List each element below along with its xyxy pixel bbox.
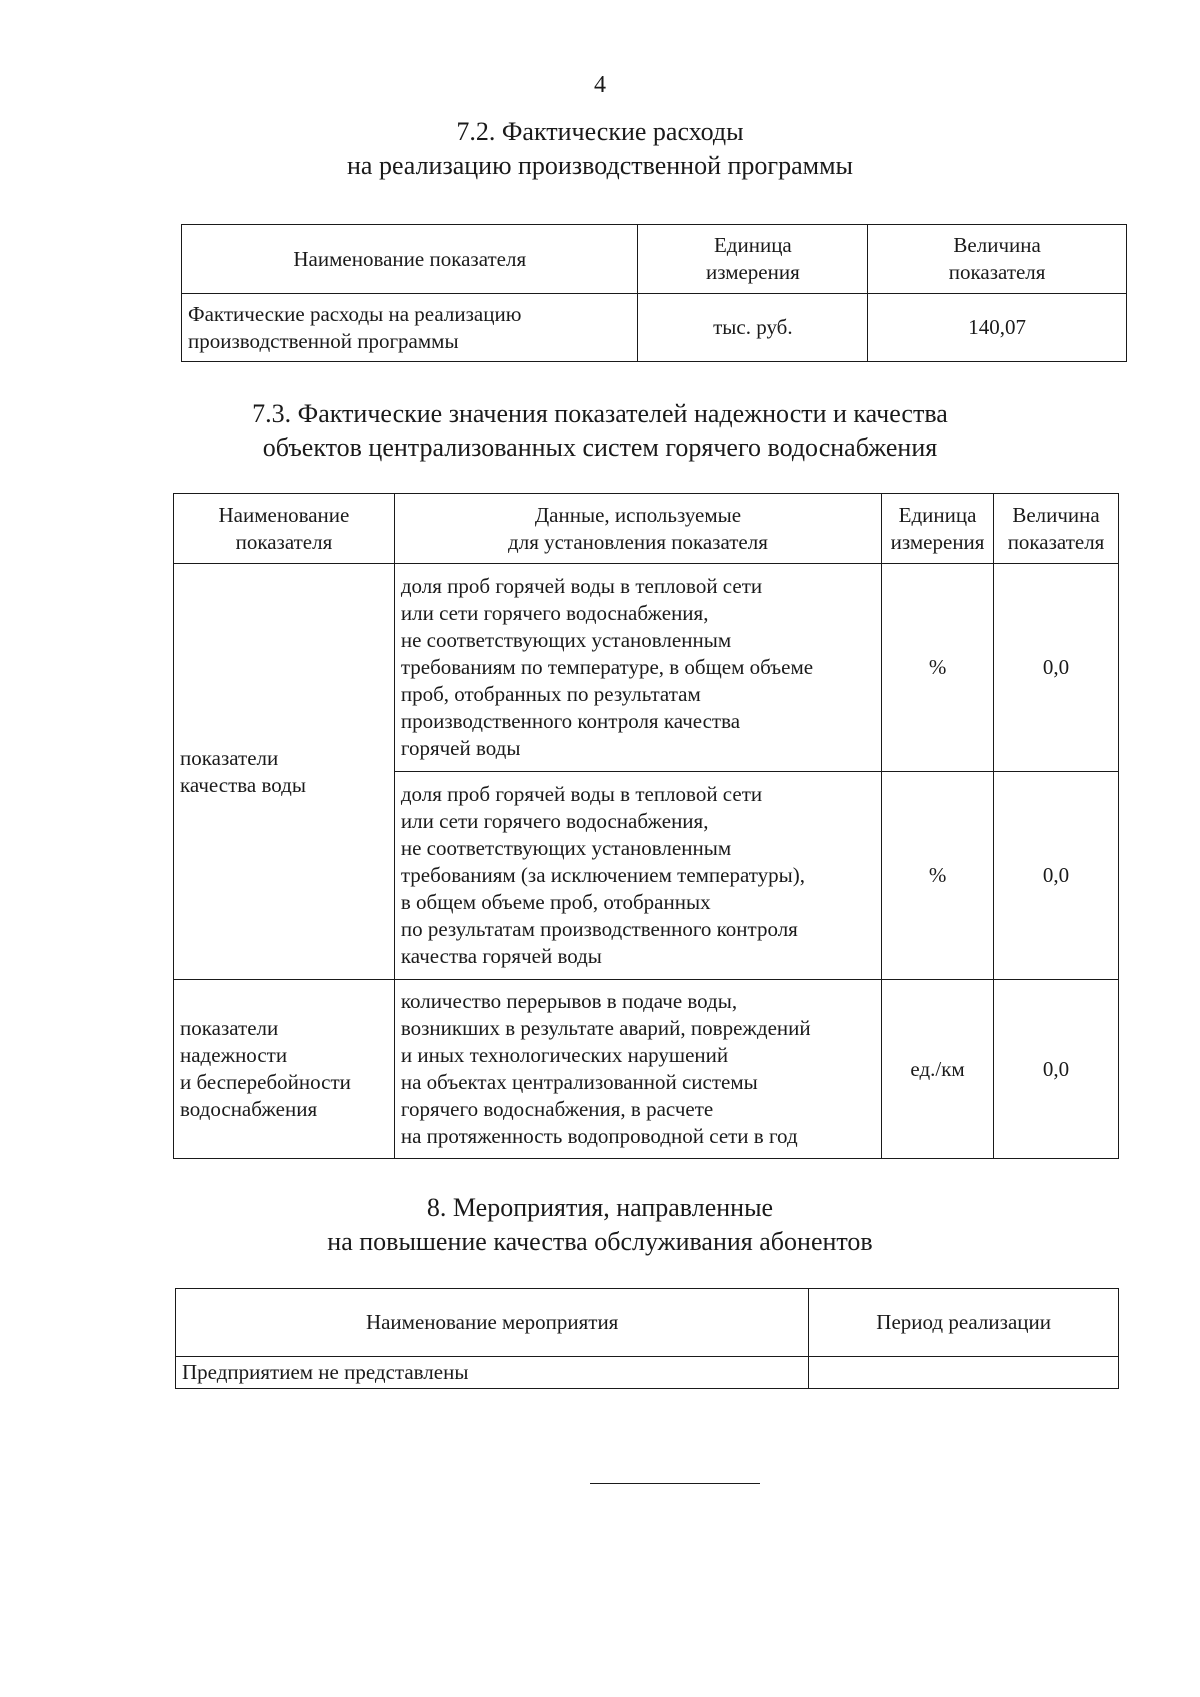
expenses-table (181, 224, 1127, 362)
table-header-row (174, 494, 1119, 564)
header-source-data: Данные, используемые для установления показателя (394, 494, 881, 564)
row-measure-name: Предприятием не представлены (176, 1357, 809, 1389)
row-unit: ед./км (882, 980, 994, 1159)
section-7-2-title: 7.2. Фактические расходы на реализацию производственной программы (346, 117, 853, 180)
group-supply-reliability: показатели надежности и бесперебойности водоснабжения (174, 980, 395, 1159)
header-indicator-name: Наименование показателя (182, 225, 638, 294)
table-row (174, 564, 1119, 772)
section-8-title: 8. Мероприятия, направленные на повышение качества обслуживания абонентов (327, 1193, 873, 1256)
table-row (174, 980, 1119, 1159)
header-value: Величина показателя (868, 225, 1127, 294)
group-water-quality: показатели качества воды (174, 564, 395, 980)
row-period (809, 1357, 1119, 1389)
row-value: 0,0 (994, 980, 1119, 1159)
header-measure-name: Наименование мероприятия (176, 1289, 809, 1357)
row-source-data: количество перерывов в подаче воды, возникших в результате аварий, повреждений и иных технологических нарушений на объектах централизованной системы горячего водоснабжения, в расчете на протяженность водопроводной сети в год (394, 980, 881, 1159)
row-source-data: доля проб горячей воды в тепловой сети или сети горячего водоснабжения, не соответствующих установленным требованиям по температуре, в общем объеме проб, отобранных по результатам производственного контроля качества горячей воды (394, 564, 881, 772)
row-value: 0,0 (994, 564, 1119, 772)
header-value: Величина показателя (994, 494, 1119, 564)
closing-rule (590, 1483, 760, 1484)
table-header-row (182, 225, 1127, 294)
table-header-row (176, 1289, 1119, 1357)
row-unit: % (882, 772, 994, 980)
header-indicator-name: Наименование показателя (174, 494, 395, 564)
header-period: Период реализации (809, 1289, 1119, 1357)
page-number: 4 (594, 72, 606, 98)
measures-table (175, 1288, 1119, 1389)
table-row (176, 1357, 1119, 1389)
header-unit: Единица измерения (882, 494, 994, 564)
section-7-3-title: 7.3. Фактические значения показателей надежности и качества объектов централизованных систем горячего водоснабжения (252, 399, 948, 462)
row-unit: % (882, 564, 994, 772)
row-source-data: доля проб горячей воды в тепловой сети или сети горячего водоснабжения, не соответствующих установленным требованиям (за исключением температуры), в общем объеме проб, отобранных по результатам производственного контроля качества горячей воды (394, 772, 881, 980)
row-value: 0,0 (994, 772, 1119, 980)
reliability-quality-table (173, 493, 1119, 1159)
row-unit: тыс. руб. (638, 294, 868, 362)
header-unit: Единица измерения (638, 225, 868, 294)
row-indicator-name: Фактические расходы на реализацию производственной программы (182, 294, 638, 362)
table-row (182, 294, 1127, 362)
row-value: 140,07 (868, 294, 1127, 362)
